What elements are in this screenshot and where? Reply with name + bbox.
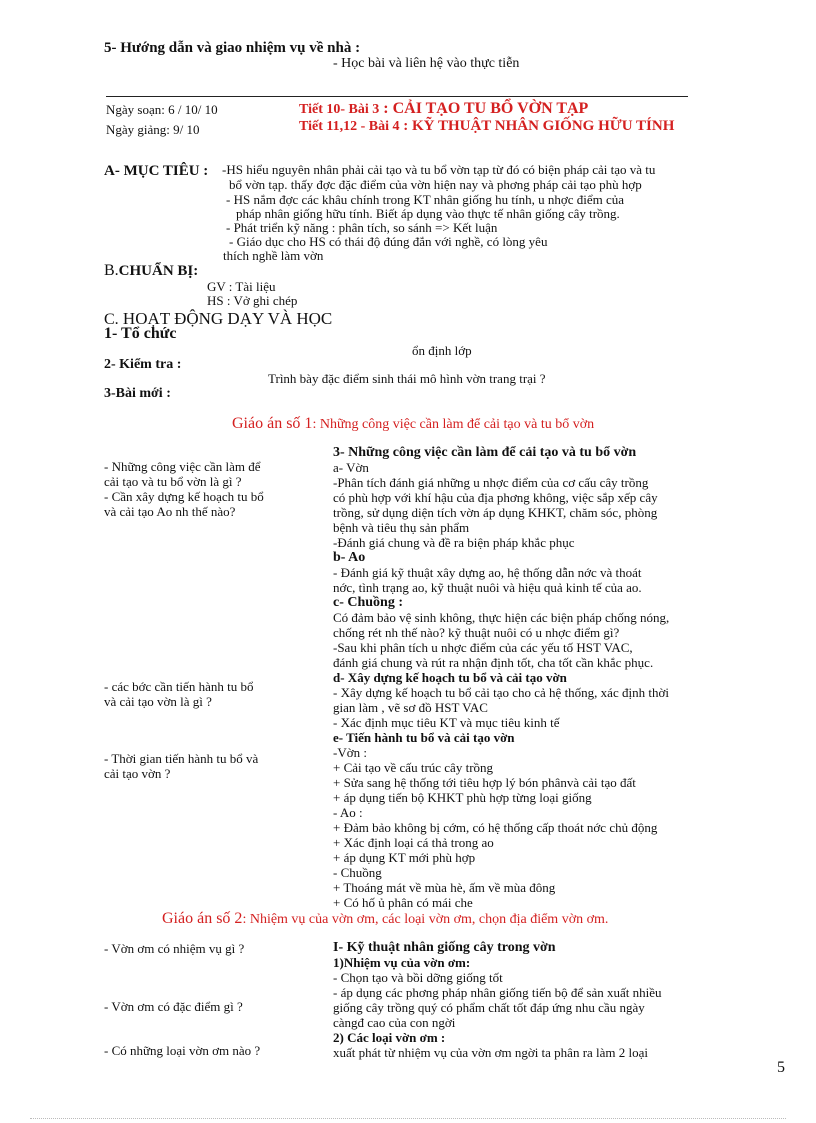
page-bottom-border xyxy=(30,1118,786,1119)
muc-tieu-line: thích nghề làm vờn xyxy=(223,248,324,263)
sub-heading-2: 2) Các loại vờn ơm : xyxy=(333,1030,446,1045)
chuan-bi-hs: HS : Vở ghi chép xyxy=(207,293,298,308)
question-block: - Những công việc cần làm để cải tạo và tu bổ vờn là gì ? - Cần xây dựng kế hoạch tu bổ và cải tạo Ao nh thế nào? xyxy=(104,459,264,519)
to-chuc: 1- Tổ chức xyxy=(104,325,177,342)
answer-d-title: d- Xây dựng kế hoạch tu bổ và cải tạo vờn xyxy=(333,670,567,685)
muc-tieu-line: - HS nắm đợc các khâu chính trong KT nhân giống hu tính, u nhợc điểm của xyxy=(226,192,625,207)
muc-tieu-line: -HS hiểu nguyên nhân phải cải tạo và tu bổ vờn tạp từ đó có biện pháp cải tạo và tu xyxy=(222,162,656,177)
muc-tieu-line: bổ vờn tạp. thấy đợc đặc điểm của vờn hiện nay và phơng pháp cải tạo phù hợp xyxy=(229,177,642,192)
section-5-line: - Học bài và liên hệ vào thực tiễn xyxy=(333,56,520,71)
muc-tieu-line: - Phát triển kỹ năng : phân tích, so sánh => Kết luận xyxy=(226,220,498,235)
question-block: - Thời gian tiến hành tu bổ và cải tạo vờn ? xyxy=(104,751,259,781)
tiet-2-heading: Tiết 11,12 - Bài 4 : KỸ THUẬT NHÂN GIỐNG HỮU TÍNH xyxy=(299,118,675,134)
giao-an-2-title: Giáo án số 2: Nhiệm vụ của vờn ơm, các loại vờn ơm, chọn địa điểm vờn ơm. xyxy=(162,910,609,927)
giao-an-2-heading: I- Kỹ thuật nhân giống cây trong vờn xyxy=(333,940,556,955)
tiet-1-heading: Tiết 10- Bài 3 : CẢI TẠO TU BỔ VỜN TẠP xyxy=(299,100,589,117)
answer-b-title: b- Ao xyxy=(333,550,366,565)
chuan-bi-gv: GV : Tài liệu xyxy=(207,279,276,294)
chuan-bi-heading: B.CHUẨN BỊ: xyxy=(104,262,199,279)
bai-moi: 3-Bài mới : xyxy=(104,386,171,401)
question-3: - Có những loại vờn ơm nào ? xyxy=(104,1043,261,1058)
sub-heading-1: 1)Nhiệm vụ của vờn ơm: xyxy=(333,955,471,970)
kiem-tra: 2- Kiểm tra : xyxy=(104,357,182,372)
muc-tieu-line: - Giáo dục cho HS có thái độ đúng đắn với nghề, có lòng yêu xyxy=(229,234,548,249)
page-number: 5 xyxy=(777,1059,785,1076)
ngay-giang: Ngày giảng: 9/ 10 xyxy=(106,122,200,137)
muc-tieu-label: A- MỤC TIÊU : xyxy=(104,163,209,179)
question-2: - Vờn ơm có đặc điểm gì ? xyxy=(104,999,243,1014)
question-block: - các bớc cần tiến hành tu bổ và cải tạo vờn là gì ? xyxy=(104,679,254,709)
giao-an-1-title: Giáo án số 1: Những công việc cần làm để cải tạo và tu bổ vờn xyxy=(232,415,595,432)
giao-an-1-heading: 3- Những công việc cần làm để cải tạo và tu bổ vờn xyxy=(333,445,637,460)
hoat-dong-heading: C. HOẠT ĐỘNG DẠY VÀ HỌC xyxy=(104,309,333,328)
answer-e-title: e- Tiến hành tu bổ và cải tạo vờn xyxy=(333,730,515,745)
divider xyxy=(106,96,688,97)
section-5-title: 5- Hướng dẫn và giao nhiệm vụ về nhà : xyxy=(104,40,361,56)
kiem-tra-question: Trình bày đặc điểm sinh thái mô hình vờn trang trại ? xyxy=(268,371,546,386)
on-dinh: ổn định lớp xyxy=(412,343,472,358)
answer-column-2: I- Kỹ thuật nhân giống cây trong vờn 1)Nhiệm vụ của vờn ơm: - Chọn tạo và bồi dỡng giống tốt - áp dụng các phơng pháp nhân giống tiến bộ để sản xuất nhiều giống cây trồng quý có phẩm chất tốt đáp ứng nhu cầu ngày càngđ cao của con ngời 2) Các loại vờn ơm : xuất phát từ nhiệm vụ của vờn ơm ngời ta phân ra làm 2 loại xyxy=(333,940,662,1060)
answer-a-title: a- Vờn xyxy=(333,460,369,475)
question-1: - Vờn ơm có nhiệm vụ gì ? xyxy=(104,941,245,956)
answer-c-title: c- Chuồng : xyxy=(333,595,404,610)
muc-tieu-line: pháp nhân giống hữu tính. Biết áp dụng vào thực tế nhân giống cây trồng. xyxy=(236,206,620,221)
ngay-soan: Ngày soạn: 6 / 10/ 10 xyxy=(106,102,218,117)
answer-column-1: a- Vờn -Phân tích đánh giá những u nhợc điểm của cơ cấu cây trồng có phù hợp với khí hậu của địa phơng không, việc sắp xếp cây trồng, sử dụng diện tích vờn áp dụng KHKT, chăm sóc, phòng bệnh và tiêu thụ sản phẩm -Đánh giá chung và đề ra biện pháp khắc phục b- Ao - Đánh giá kỹ thuật xây dựng ao, hệ thống dẫn nớc và thoát nớc, tình trạng ao, kỹ thuật nuôi và hiệu quả kinh tế của ao. c- Chuồng : Có đảm bảo vệ sinh không, thực hiện các biện pháp chống nóng, chống rét nh thế nào? kỹ thuật nuôi có u nhợc điểm gì? -Sau khi phân tích u nhợc điểm của các yếu tố HST VAC, đánh giá chung và rút ra nhận định tốt, cha tốt cần khắc phục. d- Xây dựng kế hoạch tu bổ và cải tạo vờn - Xây dựng kế hoạch tu bổ cải tạo cho cả hệ thống, xác định thời gian làm , vẽ sơ đồ HST VAC - Xác định mục tiêu KT và mục tiêu kinh tế e- Tiến hành tu bổ và cải tạo vờn -Vờn : + Cải tạo về cấu trúc cây trồng + Sửa sang hệ thống tới tiêu hợp lý bón phânvà cải tạo đất + áp dụng tiến bộ KHKT phù hợp từng loại giống - Ao : + Đảm bảo không bị cớm, có hệ thống cấp thoát nớc chủ động + Xác định loại cá thả trong ao + áp dụng KT mới phù hợp - Chuồng + Thoáng mát về mùa hè, ấm về mùa đông + Có hố ủ phân có mái che xyxy=(333,460,670,910)
